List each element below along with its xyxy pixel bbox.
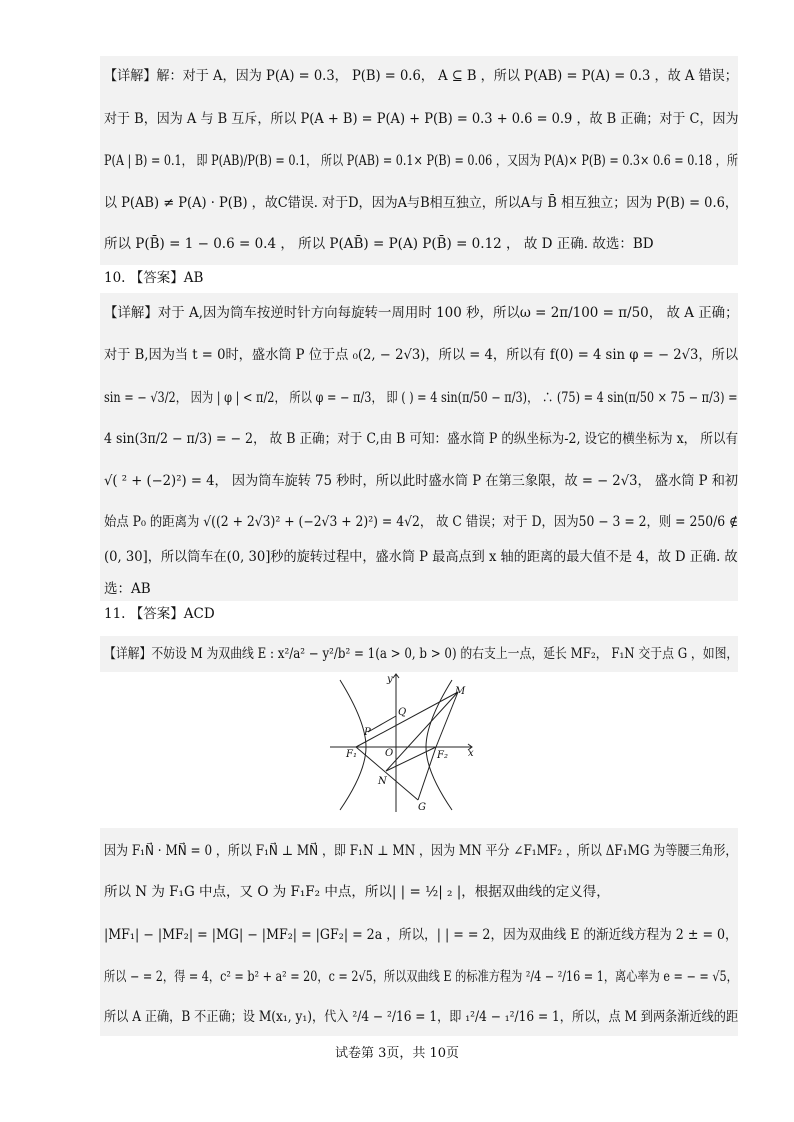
q9-line-3: P(A | B) = 0.1， 即 P(AB)/P(B) = 0.1， 所以 P(AB) = 0.1× P(B) = 0.06 ，又因为 P(A)× P(B) = 0.3× 0.6 = 0.18 ，所 [104, 153, 739, 169]
q11-line-4: 所以 − = 2，得 = 4，c² = b² + a² = 20，c = 2√5，所以双曲线 E 的标准方程为 ²/4 − ²/16 = 1，离心率为 e = − = √5， [104, 969, 738, 985]
left-branch [340, 680, 366, 810]
q10-line-4: 4 sin(3π/2 − π/3) = − 2， 故 B 正确；对于 C,由 B 可知：盛水筒 P 的纵坐标为-2, 设它的横坐标为 x， 所以有 [104, 431, 739, 447]
q10-line-6: 始点 P₀ 的距离为 √((2 + 2√3)² + (−2√3 + 2)²) = 4√2， 故 C 错误；对于 D，因为50 − 3 = 2，则 = 250/6 ∉ [104, 514, 739, 530]
label-x: x [468, 748, 474, 759]
q9-line-5: 所以 P(B̄) = 1 − 0.6 = 0.4 ， 所以 P(AB̄) = P(A) P(B̄) = 0.12 ， 故 D 正确. 故选：BD [104, 236, 654, 252]
label-g: G [418, 802, 426, 813]
label-p: P [364, 727, 371, 738]
right-branch [426, 680, 452, 810]
q10-line-8: 选：AB [104, 581, 151, 597]
q10-line-7: (0, 30]，所以筒车在(0, 30]秒的旋转过程中，盛水筒 P 最高点到 x 轴的距离的最大值不是 4，故 D 正确. 故 [104, 549, 738, 565]
q10-answer: 10. 【答案】AB [104, 270, 204, 286]
q11-intro: 【详解】不妨设 M 为双曲线 E : x²/a² − y²/b² = 1(a > 0, b > 0) 的右支上一点，延长 MF₂， F₁N 交于点 G ，如图， [104, 646, 739, 662]
q11-line-1: 因为 F₁N⃗ · MN⃗ = 0 ，所以 F₁N⃗ ⊥ MN⃗ ，即 F₁N ⊥ MN ，因为 MN 平分 ∠F₁MF₂ ，所以 ΔF₁MG 为等腰三角形， [104, 843, 738, 859]
label-m: M [455, 686, 466, 697]
label-f2: F₂ [437, 750, 448, 761]
line-n-f2 [386, 747, 436, 771]
q9-line-4: 以 P(AB) ≠ P(A) · P(B) ，故C错误. 对于D，因为A与B相互独立，所以A与 B̄ 相互独立；因为 P(B) = 0.6， [104, 195, 738, 211]
q10-line-5: √( ² + (−2)²) = 4， 因为筒车旋转 75 秒时，所以此时盛水筒 P 在第三象限，故 = − 2√3， 盛水筒 P 和初 [104, 473, 739, 489]
hyperbola-figure [328, 672, 478, 814]
label-y: y [387, 674, 393, 685]
line-p-q [368, 716, 396, 732]
q10-line-1: 【详解】对于 A,因为筒车按逆时针方向每旋转一周用时 100 秒，所以ω = 2π/100 = π/50， 故 A 正确； [104, 305, 739, 321]
line-f1-m [356, 692, 458, 747]
q11-line-5: 所以 A 正确，B 不正确；设 M(x₁, y₁)，代入 ²/4 − ²/16 = 1，即 ₁²/4 − ₁²/16 = 1，所以，点 M 到两条渐近线的距 [104, 1009, 739, 1025]
q11-line-3: |MF₁| − |MF₂| = |MG| − |MF₂| = |GF₂| = 2a ，所以，| | = = 2，因为双曲线 E 的渐近线方程为 2 ± = 0， [104, 927, 738, 943]
line-f2-m [436, 692, 458, 747]
label-f1: F₁ [346, 749, 357, 760]
q11-line-2: 所以 N 为 F₁G 中点，又 O 为 F₁F₂ 中点，所以| | = ½| ₂ |，根据双曲线的定义得， [104, 884, 610, 900]
label-o: O [385, 748, 394, 759]
q11-answer: 11. 【答案】ACD [104, 606, 215, 622]
q9-line-1: 【详解】解：对于 A，因为 P(A) = 0.3， P(B) = 0.6， A ⊆ B ，所以 P(AB) = P(A) = 0.3 ，故 A 错误； [104, 68, 738, 84]
q9-line-2: 对于 B，因为 A 与 B 互斥，所以 P(A + B) = P(A) + P(B) = 0.3 + 0.6 = 0.9 ，故 B 正确；对于 C，因为 [104, 111, 739, 127]
label-q: Q [398, 707, 407, 718]
q10-line-2: 对于 B,因为当 t = 0时，盛水筒 P 位于点 ₀(2, − 2√3)，所以 = 4，所以有 f(0) = 4 sin φ = − 2√3，所以 [104, 347, 739, 363]
q10-line-3: sin = − √3/2， 因为 | φ | < π/2， 所以 φ = − π/3， 即 ( ) = 4 sin(π/50 − π/3)， ∴ (75) = 4 sin(π/50 × 75 − π/3) = [104, 390, 738, 406]
page-footer: 试卷第 3页，共 10页 [334, 1046, 460, 1061]
label-n: N [378, 776, 387, 787]
